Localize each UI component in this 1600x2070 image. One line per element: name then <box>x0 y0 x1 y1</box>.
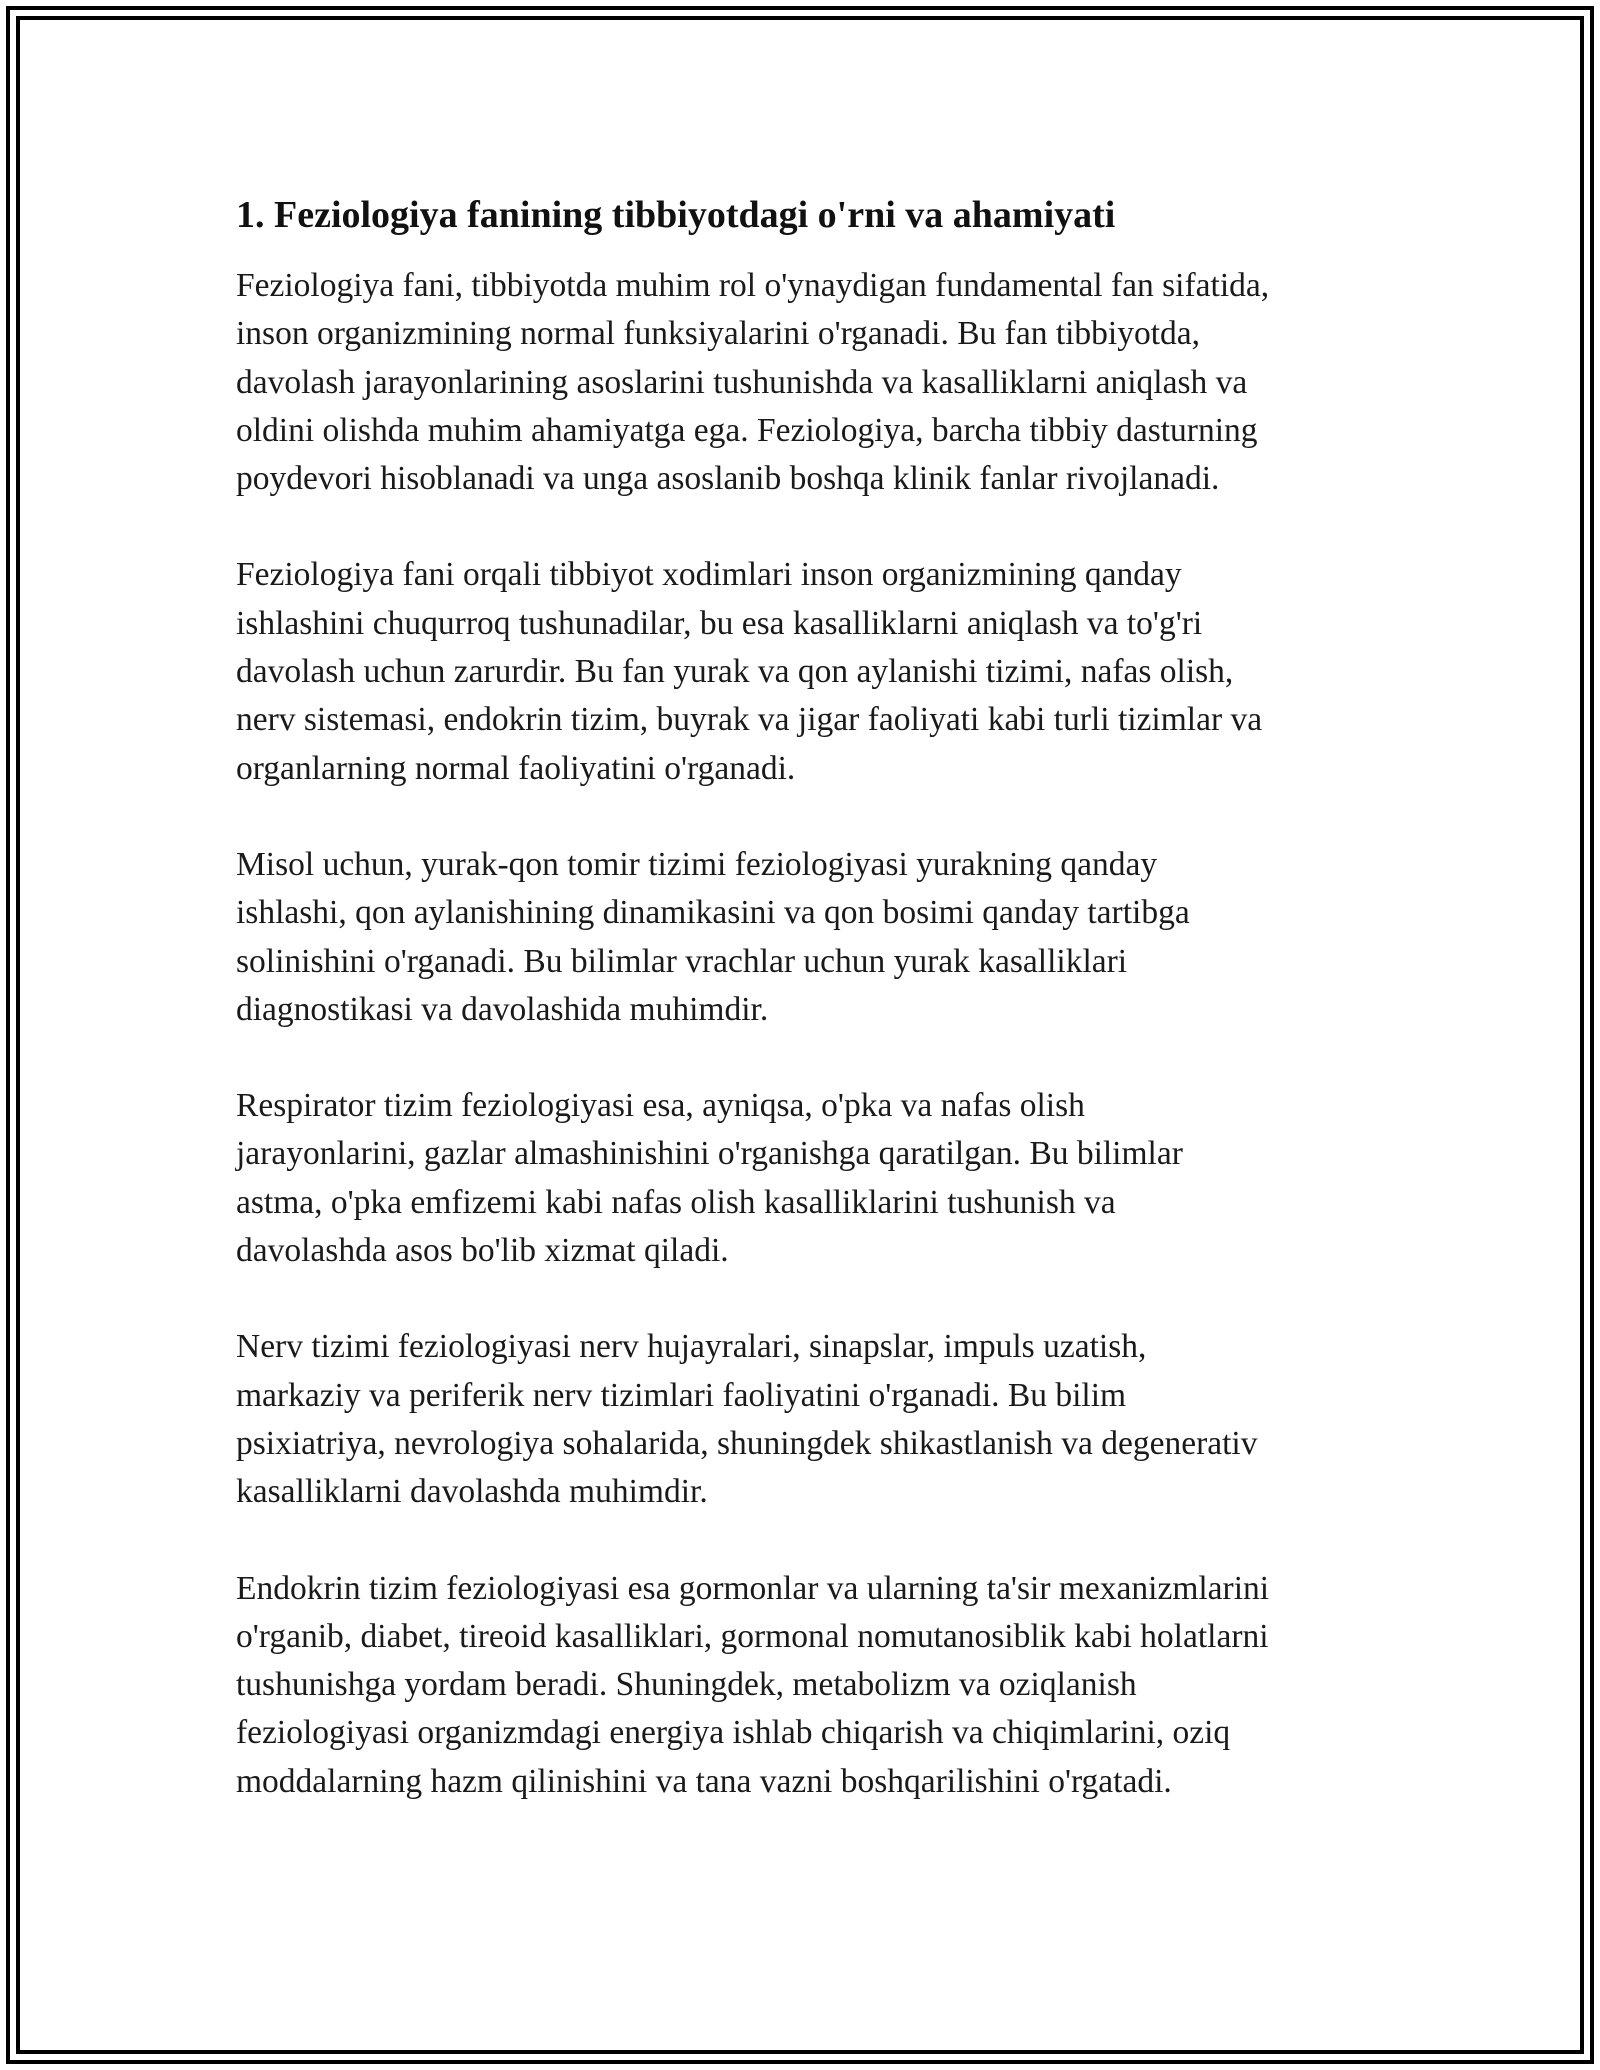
paragraph-line: inson organizmining normal funksiyalarini o'rganadi. Bu fan tibbiyotda, <box>236 315 1201 353</box>
paragraph-line: Nerv tizimi feziologiyasi nerv hujayralari, sinapslar, impuls uzatish, <box>236 1328 1147 1366</box>
paragraph-line: jarayonlarini, gazlar almashinishini o'rganishga qaratilgan. Bu bilimlar <box>236 1135 1183 1173</box>
paragraph-line: psixiatriya, nevrologiya sohalarida, shuningdek shikastlanish va degenerativ <box>236 1424 1258 1462</box>
paragraph-line: Endokrin tizim feziologiyasi esa gormonlar va ularning ta'sir mexanizmlarini <box>236 1569 1270 1607</box>
paragraph-line: organlarning normal faoliyatini o'rganadi. <box>236 749 796 787</box>
document-body <box>236 188 1376 1854</box>
paragraph-line: oldini olishda muhim ahamiyatga ega. Feziologiya, barcha tibbiy dasturning <box>236 411 1258 449</box>
paragraph-line: davolashda asos bo'lib xizmat qiladi. <box>236 1232 729 1270</box>
paragraph-intro <box>236 262 1376 503</box>
paragraph-line: davolash uchun zarurdir. Bu fan yurak va qon aylanishi tizimi, nafas olish, <box>236 653 1234 691</box>
paragraph-line: Feziologiya fani orqali tibbiyot xodimlari inson organizmining qanday <box>236 556 1182 594</box>
paragraph-medical-staff <box>236 551 1376 792</box>
paragraph-line: poydevori hisoblanadi va unga asoslanib boshqa klinik fanlar rivojlanadi. <box>236 460 1220 498</box>
paragraph-line: ishlashi, qon aylanishining dinamikasini va qon bosimi qanday tartibga <box>236 894 1190 932</box>
paragraph-cardiovascular <box>236 841 1376 1034</box>
paragraph-endocrine <box>236 1565 1376 1806</box>
paragraph-respiratory <box>236 1082 1376 1275</box>
paragraph-line: solinishini o'rganadi. Bu bilimlar vrachlar uchun yurak kasalliklari <box>236 942 1128 980</box>
paragraph-line: ishlashini chuqurroq tushunadilar, bu esa kasalliklarni aniqlash va to'g'ri <box>236 604 1203 642</box>
paragraph-line: astma, o'pka emfizemi kabi nafas olish kasalliklarini tushunish va <box>236 1183 1116 1221</box>
paragraph-line: diagnostikasi va davolashida muhimdir. <box>236 990 769 1028</box>
paragraph-line: nerv sistemasi, endokrin tizim, buyrak va jigar faoliyati kabi turli tizimlar va <box>236 701 1263 739</box>
section-heading: 1. Feziologiya fanining tibbiyotdagi o'rni va ahamiyati <box>236 194 1116 236</box>
paragraph-line: Misol uchun, yurak-qon tomir tizimi feziologiyasi yurakning qanday <box>236 845 1158 883</box>
paragraph-line: markaziy va periferik nerv tizimlari faoliyatini o'rganadi. Bu bilim <box>236 1376 1127 1414</box>
paragraph-line: tushunishga yordam beradi. Shuningdek, metabolizm va oziqlanish <box>236 1666 1137 1704</box>
paragraph-line: davolash jarayonlarining asoslarini tushunishda va kasalliklarni aniqlash va <box>236 363 1248 401</box>
paragraph-line: feziologiyasi organizmdagi energiya ishlab chiqarish va chiqimlarini, oziq <box>236 1714 1231 1752</box>
paragraph-line: moddalarning hazm qilinishini va tana vazni boshqarilishini o'rgatadi. <box>236 1762 1172 1800</box>
paragraph-line: Feziologiya fani, tibbiyotda muhim rol o'ynaydigan fundamental fan sifatida, <box>236 267 1270 304</box>
paragraph-line: Respirator tizim feziologiyasi esa, ayniqsa, o'pka va nafas olish <box>236 1087 1085 1125</box>
paragraph-line: kasalliklarni davolashda muhimdir. <box>236 1473 708 1511</box>
paragraph-line: o'rganib, diabet, tireoid kasalliklari, gormonal nomutanosiblik kabi holatlarni <box>236 1617 1269 1655</box>
paragraph-nervous-system <box>236 1323 1376 1516</box>
